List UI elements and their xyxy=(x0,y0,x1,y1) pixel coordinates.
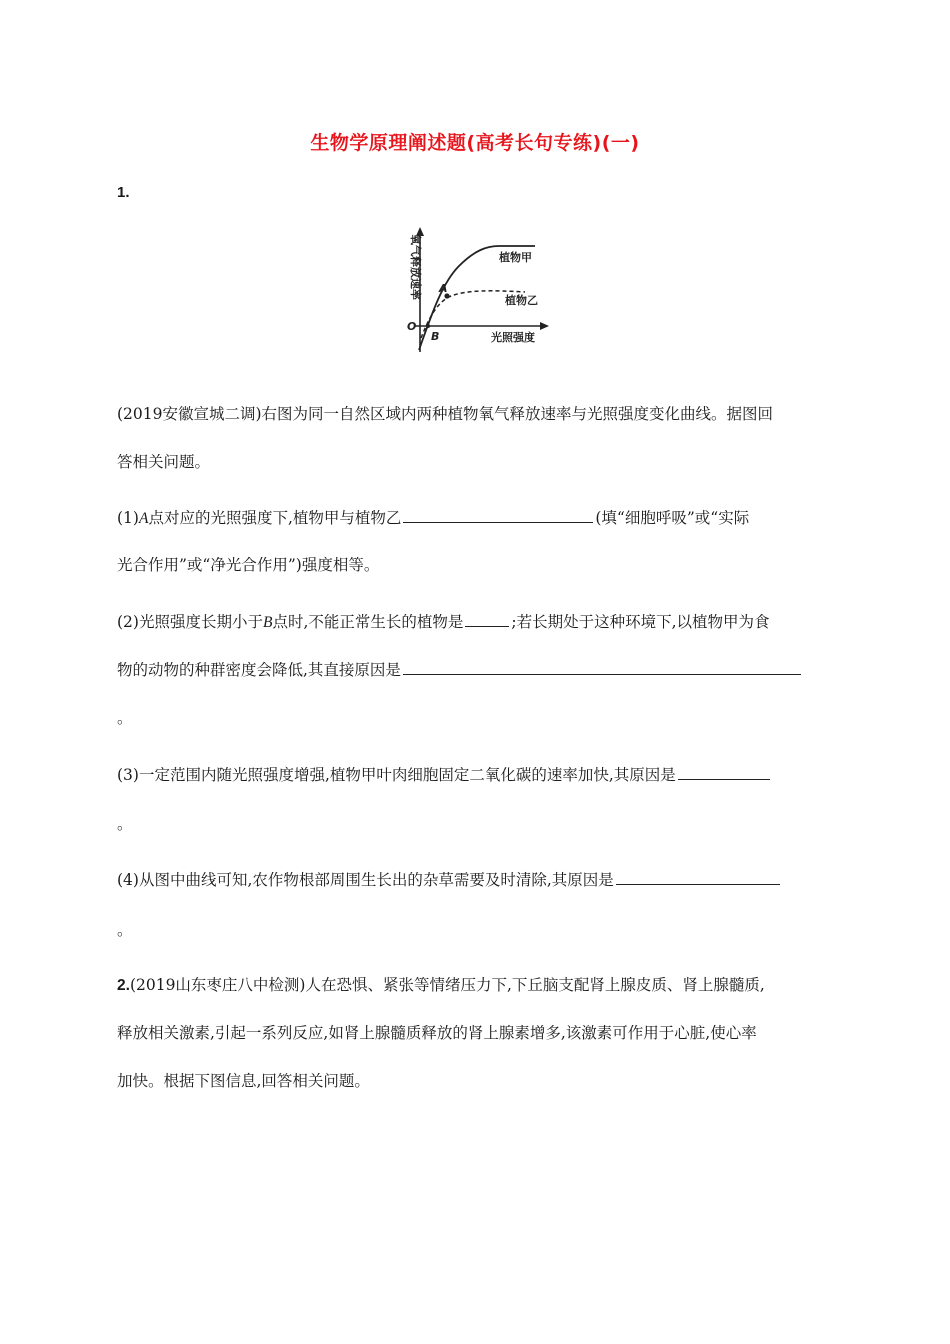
question-2-number: 2. xyxy=(117,977,130,994)
origin-label: O xyxy=(407,320,417,333)
curve-b-label: 植物乙 xyxy=(505,294,538,307)
q1-sub3-reason-blank[interactable] xyxy=(678,764,770,780)
point-b-label: B xyxy=(431,330,440,343)
x-axis-label: 光照强度 xyxy=(491,331,535,344)
q1-sub1-prefix: (1) xyxy=(117,509,139,527)
q1-sub4-reason-blank[interactable] xyxy=(616,869,780,885)
light-oxygen-graph xyxy=(395,222,565,362)
q1-sub4-text: (4)从图中曲线可知,农作物根部周围生长出的杂草需要及时清除,其原因是 xyxy=(117,871,614,889)
q1-sub2-end: 。 xyxy=(117,709,133,727)
q2-text-1: (2019山东枣庄八中检测)人在恐惧、紧张等情绪压力下,下丘脑支配肾上腺皮质、肾上腺髓质, xyxy=(129,976,765,994)
q1-sub1-line-2: 光合作用”或“净光合作用”)强度相等。 xyxy=(117,556,380,574)
q1-sub1-point: A xyxy=(138,510,149,527)
q1-sub1-hint: (填“细胞呼吸”或“实际 xyxy=(595,509,750,527)
q1-sub1-line-1 xyxy=(117,506,749,528)
q1-sub2-text-3: 物的动物的种群密度会降低,其直接原因是 xyxy=(117,661,401,679)
page-title: 生物学原理阐述题(高考长句专练)(一) xyxy=(310,132,640,154)
q1-sub4-line-1 xyxy=(117,868,782,890)
q1-sub2-text: 点时,不能正常生长的植物是 xyxy=(272,613,464,631)
point-b-marker xyxy=(426,324,430,328)
q1-intro-line-2: 答相关问题。 xyxy=(117,453,211,471)
q1-sub3-end: 。 xyxy=(117,815,133,833)
q2-line-2: 释放相关激素,引起一系列反应,如肾上腺髓质释放的肾上腺素增多,该激素可作用于心脏,使心率 xyxy=(117,1024,757,1042)
q1-sub1-text: 点对应的光照强度下,植物甲与植物乙 xyxy=(148,509,402,527)
q1-sub2-point: B xyxy=(262,614,273,631)
q1-sub2-prefix: (2)光照强度长期小于 xyxy=(117,613,263,631)
curve-a-label: 植物甲 xyxy=(499,251,532,264)
x-axis-arrow xyxy=(540,322,549,330)
q1-sub3-text: (3)一定范围内随光照强度增强,植物甲叶肉细胞固定二氧化碳的速率加快,其原因是 xyxy=(117,766,676,784)
q1-sub4-end: 。 xyxy=(117,921,133,939)
q1-sub2-text-2: ;若长期处于这种环境下,以植物甲为食 xyxy=(511,613,770,631)
question-1-number: 1. xyxy=(117,184,130,201)
q1-sub2-line-1 xyxy=(117,610,770,632)
q1-sub2-line-2 xyxy=(117,658,803,680)
point-a-label: A xyxy=(439,282,448,295)
q2-line-3: 加快。根据下图信息,回答相关问题。 xyxy=(117,1072,370,1090)
q1-intro-line-1: (2019安徽宣城二调)右图为同一自然区域内两种植物氧气释放速率与光照强度变化曲线。据图回 xyxy=(117,405,774,423)
q1-sub1-answer-blank[interactable] xyxy=(403,507,593,523)
y-axis-label: 氧气释放速率 xyxy=(409,234,422,300)
q1-sub3-line-1 xyxy=(117,763,772,785)
q2-line-1 xyxy=(117,973,765,995)
q1-sub2-plant-blank[interactable] xyxy=(465,611,509,627)
q1-sub2-reason-blank[interactable] xyxy=(403,659,801,675)
